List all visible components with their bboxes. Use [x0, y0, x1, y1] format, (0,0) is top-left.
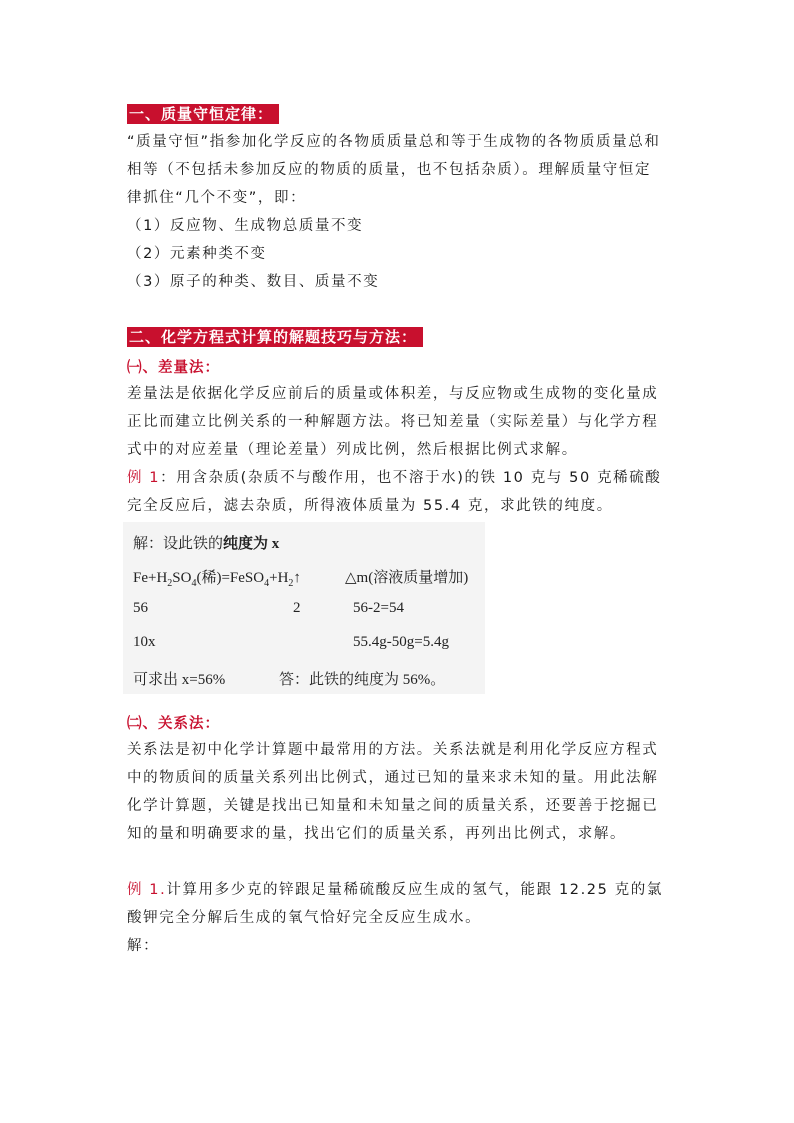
- eq-part: Fe+H: [133, 570, 168, 586]
- gas-arrow: ↑: [293, 570, 301, 586]
- solution-line-1: [133, 532, 279, 553]
- chemical-equation: [133, 566, 301, 589]
- list-item: （1）反应物、生成物总质量不变: [127, 218, 364, 234]
- subsection-title-relation-method: ㈡、关系法：: [127, 716, 220, 732]
- eq-part: +H: [269, 570, 289, 586]
- table-cell: 2: [293, 600, 301, 616]
- eq-part: (稀)=FeSO: [196, 570, 265, 586]
- eq-subscript: 4: [264, 578, 270, 589]
- solution-prefix: 解：设此铁的: [133, 536, 224, 552]
- example-2-text: [127, 876, 667, 932]
- example-body: 计算用多少克的锌跟足量稀硫酸反应生成的氢气，能跟 12.25 克的氯酸钾完全分解后生成的氧气恰好完全反应生成水。: [127, 882, 663, 926]
- solution-result: 可求出 x=56%: [133, 672, 226, 688]
- eq-subscript: 2: [288, 578, 294, 589]
- eq-part: SO: [172, 570, 192, 586]
- solution-answer: 答：此铁的纯度为 56%。: [279, 672, 446, 688]
- table-cell: 55.4g-50g=5.4g: [353, 634, 449, 650]
- table-cell: 10x: [133, 634, 156, 650]
- section-heading-conservation: 一、质量守恒定律：: [127, 104, 279, 124]
- example-label: 例 1.: [127, 882, 167, 898]
- table-cell: 56: [133, 600, 148, 616]
- solution-box: [123, 522, 485, 694]
- table-cell: 56-2=54: [353, 600, 404, 616]
- example-label: 例 1: [127, 470, 161, 486]
- conservation-paragraph: “质量守恒”指参加化学反应的各物质质量总和等于生成物的各物质质量总和相等（不包括未参加反应的物质的质量，也不包括杂质）。理解质量守恒定律抓住“几个不变”，即：: [127, 134, 661, 206]
- example-1-text: [127, 464, 667, 520]
- solution-unknown: 纯度为 x: [223, 536, 280, 552]
- eq-subscript: 2: [167, 578, 173, 589]
- mass-increase-label: △m(溶液质量增加): [345, 570, 469, 586]
- subsection-title-difference-method: ㈠、差量法：: [127, 360, 220, 376]
- list-item: （3）原子的种类、数目、质量不变: [127, 274, 380, 290]
- difference-method-paragraph: 差量法是依据化学反应前后的质量或体积差，与反应物或生成物的变化量成正比而建立比例关系的一种解题方法。将已知差量（实际差量）与化学方程式中的对应差量（理论差量）列成比例，然后根据比例式求解。: [127, 386, 659, 458]
- eq-subscript: 4: [191, 578, 197, 589]
- list-item: （2）元素种类不变: [127, 246, 267, 262]
- answer-label: 解：: [127, 938, 160, 954]
- relation-method-paragraph: 关系法是初中化学计算题中最常用的方法。关系法就是利用化学反应方程式中的物质间的质量关系列出比例式，通过已知的量来求未知的量。用此法解化学计算题，关键是找出已知量和未知量之间的质量关系，还要善于挖掘已知的量和明确要求的量，找出它们的质量关系，再列出比例式，求解。: [127, 742, 659, 842]
- example-body: ：用含杂质(杂质不与酸作用，也不溶于水)的铁 10 克与 50 克稀硫酸完全反应后，滤去杂质，所得液体质量为 55.4 克，求此铁的纯度。: [127, 470, 662, 514]
- section-heading-calculation: 二、化学方程式计算的解题技巧与方法：: [127, 327, 423, 347]
